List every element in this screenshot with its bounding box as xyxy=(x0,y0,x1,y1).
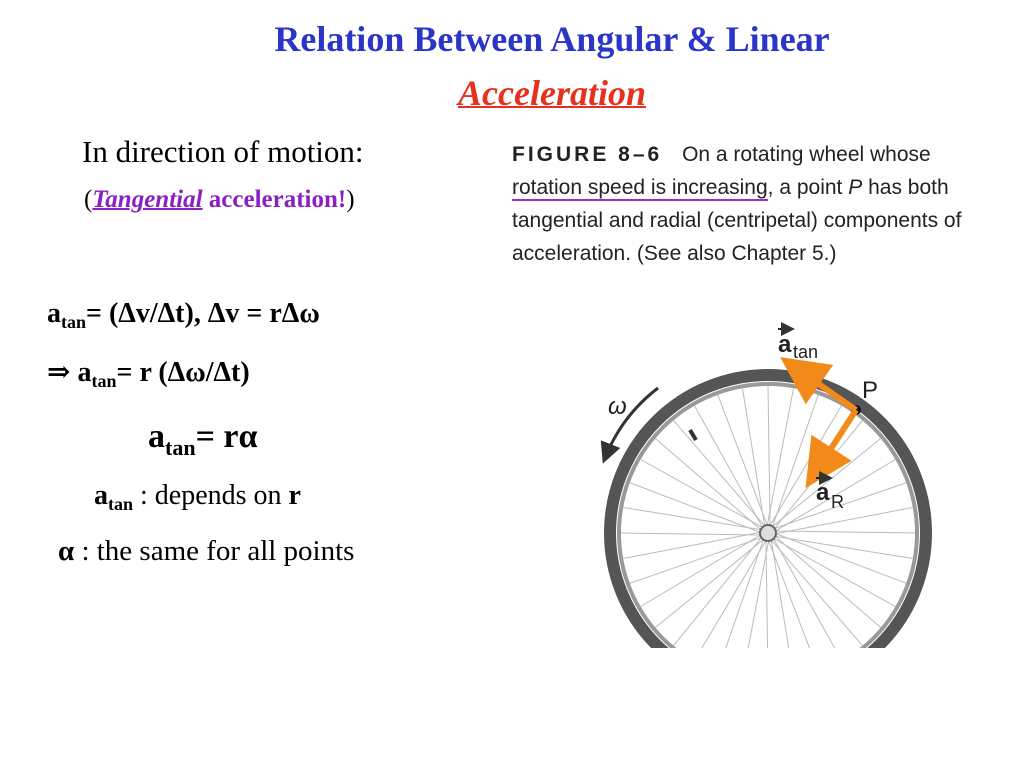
alpha-symbol: α xyxy=(58,535,75,567)
a-r-sub: R xyxy=(831,492,844,512)
figure-label: FIGURE 8–6 xyxy=(512,143,663,166)
implies-arrow: ⇒ xyxy=(47,357,71,388)
equation-result xyxy=(148,418,258,461)
caption-highlight: rotation speed is increasing xyxy=(512,176,768,199)
a-tan-letter: a xyxy=(778,331,792,358)
caption-text2: , a point xyxy=(767,176,843,199)
a-tan-sub: tan xyxy=(793,342,819,362)
eq3-rest: = rα xyxy=(195,418,258,455)
depends-note xyxy=(94,480,301,515)
omega-label: ω xyxy=(608,393,627,420)
wheel-hub xyxy=(760,525,776,541)
wheel-figure xyxy=(590,318,970,648)
equation-tangential-accel xyxy=(47,298,320,333)
slide-subtitle: Acceleration xyxy=(458,73,646,113)
eq1-sub: tan xyxy=(61,312,87,332)
alpha-note xyxy=(58,535,354,568)
close-paren: ) xyxy=(346,186,355,213)
eq1-rest: = (Δv/Δt), Δv = rΔω xyxy=(86,298,320,329)
eq2-rest: = r (Δω/Δt) xyxy=(116,357,250,388)
a-tan-label xyxy=(778,329,818,362)
slide-title: Relation Between Angular & Linear xyxy=(274,19,830,59)
note1-r: r xyxy=(288,480,301,511)
open-paren: ( xyxy=(84,186,93,213)
alpha-rest: : the same for all points xyxy=(81,535,355,567)
eq2-sub: tan xyxy=(91,371,117,391)
note1-mid: : depends on xyxy=(140,480,282,511)
figure-caption xyxy=(512,138,990,270)
caption-text1: On a rotating wheel whose xyxy=(682,143,931,166)
tangential-word: Tangential xyxy=(92,186,203,213)
tangential-note xyxy=(84,186,355,214)
direction-heading: In direction of motion: xyxy=(82,134,364,169)
equation-implies xyxy=(47,355,250,392)
point-p-label: P xyxy=(862,377,879,404)
a-r-letter: a xyxy=(816,479,830,506)
acceleration-word: acceleration! xyxy=(208,186,347,213)
note1-a: a xyxy=(94,480,108,511)
eq3-a: a xyxy=(148,418,165,455)
caption-text3: has both tangential and radial (centripetal) components of acceleration. (See also Chapter 5.) xyxy=(512,176,962,265)
caption-point: P xyxy=(848,176,863,199)
eq3-sub: tan xyxy=(165,435,196,460)
note1-sub: tan xyxy=(108,494,134,514)
eq1-a: a xyxy=(47,298,61,329)
eq2-a: a xyxy=(77,357,92,388)
